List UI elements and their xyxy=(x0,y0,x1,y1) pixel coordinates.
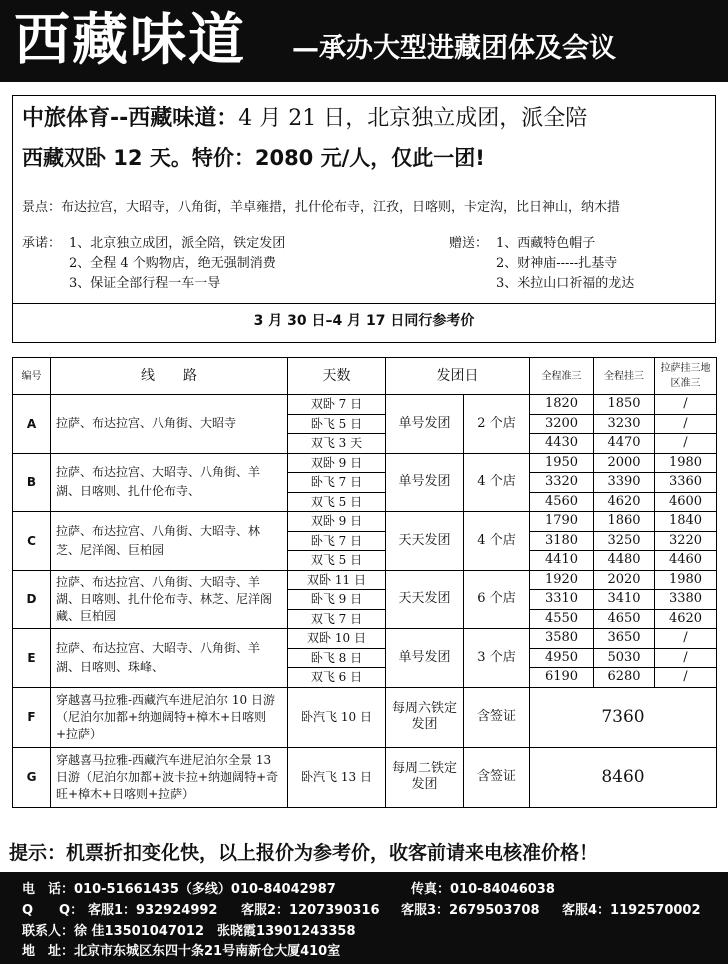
visa-cell: 含签证 xyxy=(464,747,530,807)
days-cell: 双卧 7 日 xyxy=(288,395,386,415)
promo-subtitle: 西藏双卧 12 天。特价：2080 元/人，仅此一团! xyxy=(22,146,485,170)
contact-qq-label: Q Q： xyxy=(22,903,84,918)
gift-item: 3、米拉山口祈福的龙达 xyxy=(496,276,635,291)
route-desc: 拉萨、布达拉宫、八角街、大昭寺 xyxy=(51,395,288,454)
header-days: 天数 xyxy=(288,358,386,395)
table-row xyxy=(13,453,717,473)
table-row xyxy=(13,629,717,649)
price-hang3: 4470 xyxy=(594,434,655,454)
contact-fax: 传真：010-84046038 xyxy=(411,882,555,897)
route-code: F xyxy=(13,687,51,747)
price-hang3: 3390 xyxy=(594,473,655,493)
days-cell: 双飞 6 日 xyxy=(288,668,386,688)
header-hang3: 全程挂三 xyxy=(594,358,655,395)
table-row xyxy=(13,687,717,747)
price-std3: 4950 xyxy=(530,648,594,668)
days-cell: 卧飞 7 日 xyxy=(288,531,386,551)
promo-spots: 景点：布达拉宫，大昭寺，八角街，羊卓雍措，扎什伦布寺，江孜，日喀则，卡定沟，比日神山，纳木措 xyxy=(22,200,621,215)
price-lhasa: 3220 xyxy=(655,531,717,551)
days-cell: 卧飞 8 日 xyxy=(288,648,386,668)
promise-item: 3、保证全部行程一车一导 xyxy=(69,276,221,291)
price-hang3: 3230 xyxy=(594,414,655,434)
price-lhasa: 4620 xyxy=(655,609,717,629)
price-std3: 4430 xyxy=(530,434,594,454)
contact-qq-1: 客服1：932924992 xyxy=(88,903,218,918)
promise-item: 1、北京独立成团，派全陪，铁定发团 xyxy=(69,236,286,251)
route-desc: 拉萨、布达拉宫、八角街、大昭寺、羊湖、日喀则、扎什伦布寺、林芝、尼洋阁藏、巨柏园 xyxy=(51,570,288,629)
route-code: A xyxy=(13,395,51,454)
price-hang3: 3410 xyxy=(594,590,655,610)
promises-list xyxy=(22,234,285,294)
visa-cell: 含签证 xyxy=(464,687,530,747)
days-cell: 卧汽飞 10 日 xyxy=(288,687,386,747)
contact-qq-4: 客服4：1192570002 xyxy=(562,903,701,918)
header-banner xyxy=(0,0,728,82)
price-std3: 6190 xyxy=(530,668,594,688)
days-cell: 双卧 9 日 xyxy=(288,512,386,532)
departure-cell: 天天发团 xyxy=(386,570,464,629)
price-std3: 1820 xyxy=(530,395,594,415)
contact-footer xyxy=(0,872,728,964)
gift-item: 1、西藏特色帽子 xyxy=(496,236,596,251)
price-std3: 3180 xyxy=(530,531,594,551)
price-hang3: 1850 xyxy=(594,395,655,415)
contact-qq-3: 客服3：2679503708 xyxy=(401,903,540,918)
days-cell: 卧飞 5 日 xyxy=(288,414,386,434)
days-cell: 卧飞 9 日 xyxy=(288,590,386,610)
stores-cell: 4 个店 xyxy=(464,453,530,512)
table-row xyxy=(13,395,717,415)
table-row xyxy=(13,747,717,807)
price-lhasa: / xyxy=(655,648,717,668)
table-row xyxy=(13,512,717,532)
days-cell: 双飞 5 日 xyxy=(288,492,386,512)
departure-cell: 天天发团 xyxy=(386,512,464,571)
contact-address: 地 址：北京市东城区东四十条21号南新仓大厦410室 xyxy=(22,944,341,959)
days-cell: 卧汽飞 13 日 xyxy=(288,747,386,807)
gift-label: 赠送： xyxy=(449,236,489,251)
price-lhasa: / xyxy=(655,414,717,434)
days-cell: 双飞 5 日 xyxy=(288,551,386,571)
route-desc: 拉萨、布达拉宫、八角街、大昭寺、林芝、尼洋阁、巨柏园 xyxy=(51,512,288,571)
stores-cell: 3 个店 xyxy=(464,629,530,688)
brand-title: 西藏味道 xyxy=(14,8,246,73)
stores-cell: 6 个店 xyxy=(464,570,530,629)
header-lhasa: 拉萨挂三地区准三 xyxy=(655,358,717,395)
header-departure: 发团日 xyxy=(386,358,530,395)
contact-phone: 电 话：010-51661435（多线）010-84042987 xyxy=(22,882,336,897)
departure-cell: 单号发团 xyxy=(386,629,464,688)
price-hang3: 5030 xyxy=(594,648,655,668)
package-price: 8460 xyxy=(530,747,717,807)
route-desc: 穿越喜马拉雅-西藏汽车进尼泊尔全景 13 日游（尼泊尔加都+波卡拉+纳迦阔特+奇旺+樟木+日喀则+拉萨） xyxy=(51,747,288,807)
price-std3: 4410 xyxy=(530,551,594,571)
days-cell: 双卧 9 日 xyxy=(288,453,386,473)
days-cell: 双卧 10 日 xyxy=(288,629,386,649)
package-price: 7360 xyxy=(530,687,717,747)
contact-qq-2: 客服2：1207390316 xyxy=(241,903,380,918)
price-lhasa: 4460 xyxy=(655,551,717,571)
promo-divider xyxy=(13,303,715,304)
price-hang3: 4480 xyxy=(594,551,655,571)
price-lhasa: / xyxy=(655,434,717,454)
stores-cell: 4 个店 xyxy=(464,512,530,571)
header-std3: 全程准三 xyxy=(530,358,594,395)
price-hang3: 4650 xyxy=(594,609,655,629)
days-cell: 双飞 7 日 xyxy=(288,609,386,629)
price-lhasa: 1840 xyxy=(655,512,717,532)
route-desc: 穿越喜马拉雅-西藏汽车进尼泊尔 10 日游（尼泊尔加都+纳迦阔特+樟木+日喀则+拉萨） xyxy=(51,687,288,747)
route-desc: 拉萨、布达拉宫、大昭寺、八角街、羊湖、日喀则、珠峰、 xyxy=(51,629,288,688)
days-cell: 双飞 3 天 xyxy=(288,434,386,454)
route-desc: 拉萨、布达拉宫、大昭寺、八角街、羊湖、日喀则、扎什伦布寺、 xyxy=(51,453,288,512)
price-hang3: 4620 xyxy=(594,492,655,512)
price-lhasa: / xyxy=(655,395,717,415)
price-std3: 1920 xyxy=(530,570,594,590)
price-std3: 1790 xyxy=(530,512,594,532)
price-lhasa: 4600 xyxy=(655,492,717,512)
price-table xyxy=(12,357,717,808)
route-code: B xyxy=(13,453,51,512)
price-std3: 4560 xyxy=(530,492,594,512)
table-header-row xyxy=(13,358,717,395)
stores-cell: 2 个店 xyxy=(464,395,530,454)
price-hang3: 2000 xyxy=(594,453,655,473)
gifts-list xyxy=(449,234,634,294)
contact-people: 联系人：徐 佳13501047012 张晓霞13901243358 xyxy=(22,924,356,939)
header-code: 编号 xyxy=(13,358,51,395)
price-lhasa: 3380 xyxy=(655,590,717,610)
price-std3: 3320 xyxy=(530,473,594,493)
price-hang3: 1860 xyxy=(594,512,655,532)
departure-cell: 单号发团 xyxy=(386,395,464,454)
route-code: E xyxy=(13,629,51,688)
days-cell: 卧飞 7 日 xyxy=(288,473,386,493)
price-hang3: 3250 xyxy=(594,531,655,551)
route-code: D xyxy=(13,570,51,629)
promo-title xyxy=(22,104,587,134)
price-std3: 3200 xyxy=(530,414,594,434)
route-code: C xyxy=(13,512,51,571)
peer-price-title: 3 月 30 日–4 月 17 日同行参考价 xyxy=(253,313,475,329)
gift-item: 2、财神庙-----扎基寺 xyxy=(496,256,618,271)
price-lhasa: / xyxy=(655,668,717,688)
price-lhasa: 1980 xyxy=(655,570,717,590)
price-lhasa: / xyxy=(655,629,717,649)
price-lhasa: 1980 xyxy=(655,453,717,473)
departure-cell: 每周二铁定发团 xyxy=(386,747,464,807)
price-std3: 3580 xyxy=(530,629,594,649)
price-hang3: 6280 xyxy=(594,668,655,688)
promo-title-rest: 4 月 21 日，北京独立成团，派全陪 xyxy=(238,106,588,131)
price-std3: 3310 xyxy=(530,590,594,610)
price-lhasa: 3360 xyxy=(655,473,717,493)
price-hang3: 3650 xyxy=(594,629,655,649)
promo-title-bold: 中旅体育--西藏味道： xyxy=(22,106,239,131)
price-std3: 1950 xyxy=(530,453,594,473)
price-hang3: 2020 xyxy=(594,570,655,590)
promise-item: 2、全程 4 个购物店，绝无强制消费 xyxy=(69,256,276,271)
route-code: G xyxy=(13,747,51,807)
price-std3: 4550 xyxy=(530,609,594,629)
promo-box xyxy=(12,95,716,343)
price-tip: 提示：机票折扣变化快，以上报价为参考价，收客前请来电核准价格！ xyxy=(9,842,599,864)
table-row xyxy=(13,570,717,590)
departure-cell: 单号发团 xyxy=(386,453,464,512)
promise-label: 承诺： xyxy=(22,236,62,251)
departure-cell: 每周六铁定发团 xyxy=(386,687,464,747)
days-cell: 双卧 11 日 xyxy=(288,570,386,590)
brand-slogan: —承办大型进藏团体及会议 xyxy=(292,33,616,64)
header-route: 线 路 xyxy=(51,358,288,395)
